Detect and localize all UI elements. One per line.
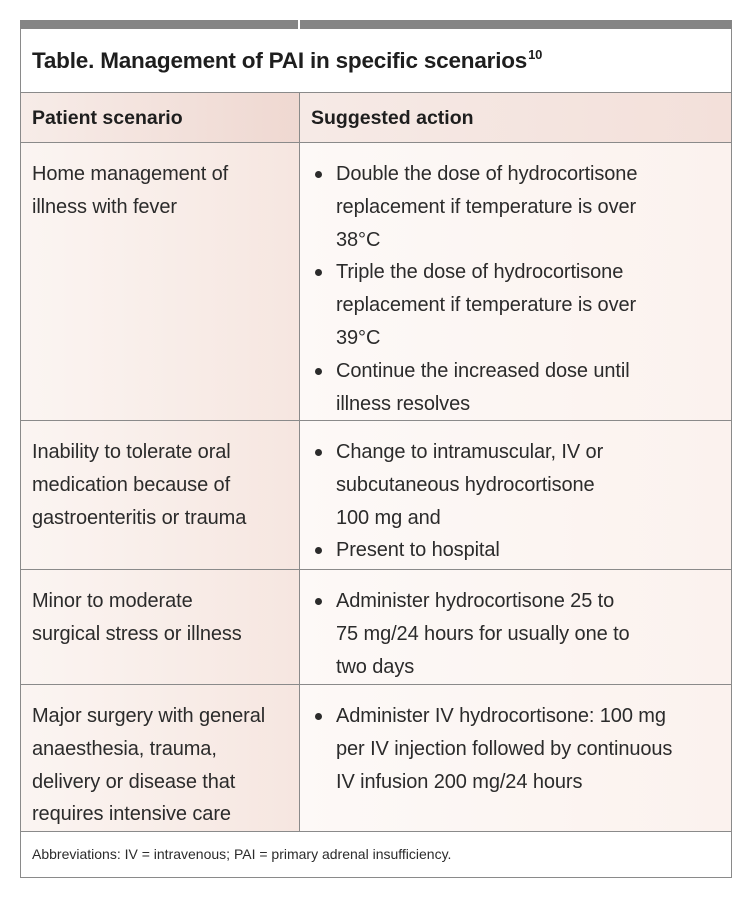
action-item xyxy=(312,256,721,354)
bullet-icon xyxy=(315,547,322,554)
action-text: Present to hospital xyxy=(336,539,500,562)
top-bar-divider xyxy=(298,20,300,29)
bullet-icon xyxy=(315,171,322,178)
table-row xyxy=(21,685,731,832)
action-item xyxy=(312,585,721,683)
action-text: Change to intramuscular, IV or subcutaneous hydrocortisone 100 mg and xyxy=(336,441,604,529)
action-text: Double the dose of hydrocortisone replacement if temperature is over 38°C xyxy=(336,163,638,251)
action-list xyxy=(312,700,721,798)
action-item xyxy=(312,355,721,421)
bullet-icon xyxy=(315,713,322,720)
scenario-text: Home management of illness with fever xyxy=(32,163,229,218)
action-cell xyxy=(300,421,731,569)
action-item xyxy=(312,534,721,567)
action-list xyxy=(312,436,721,567)
table-title xyxy=(32,48,542,74)
bullet-icon xyxy=(315,598,322,605)
action-text: Continue the increased dose until illness resolves xyxy=(336,359,630,415)
action-cell xyxy=(300,143,731,420)
header-label-action: Suggested action xyxy=(311,107,474,129)
scenario-text: Minor to moderate surgical stress or illness xyxy=(32,590,242,645)
action-cell xyxy=(300,570,731,684)
bullet-icon xyxy=(315,368,322,375)
action-item xyxy=(312,436,721,534)
table-row xyxy=(21,143,731,421)
bullet-icon xyxy=(315,269,322,276)
abbreviations-footnote: Abbreviations: IV = intravenous; PAI = primary adrenal insufficiency. xyxy=(32,846,452,862)
bullet-icon xyxy=(315,449,322,456)
action-cell xyxy=(300,685,731,831)
action-list xyxy=(312,585,721,683)
action-text: Triple the dose of hydrocortisone replacement if temperature is over 39°C xyxy=(336,261,637,349)
management-table xyxy=(20,29,732,878)
scenario-cell xyxy=(21,143,300,420)
table-title-row xyxy=(21,29,731,93)
action-text: Administer IV hydrocortisone: 100 mg per IV injection followed by continuous IV infusion 200 mg/24 hours xyxy=(336,705,673,793)
title-reference-superscript: 10 xyxy=(528,46,543,62)
scenario-text: Inability to tolerate oral medication because of gastroenteritis or trauma xyxy=(32,441,247,529)
table-title-text: Table. Management of PAI in specific scenarios xyxy=(32,47,528,73)
scenario-cell xyxy=(21,421,300,569)
table-header-row xyxy=(21,93,731,143)
table-top-accent-bar xyxy=(20,20,732,29)
scenario-cell xyxy=(21,570,300,684)
action-list xyxy=(312,158,721,420)
action-item xyxy=(312,700,721,798)
table-row xyxy=(21,570,731,685)
header-cell-action xyxy=(300,93,731,142)
header-label-scenario: Patient scenario xyxy=(32,107,183,129)
table-footer xyxy=(21,832,731,876)
action-text: Administer hydrocortisone 25 to 75 mg/24 hours for usually one to two days xyxy=(336,590,630,678)
scenario-cell xyxy=(21,685,300,831)
table-row xyxy=(21,421,731,570)
scenario-text: Major surgery with general anaesthesia, trauma, delivery or disease that requires intensive care xyxy=(32,705,266,826)
action-item xyxy=(312,158,721,256)
header-cell-scenario xyxy=(21,93,300,142)
